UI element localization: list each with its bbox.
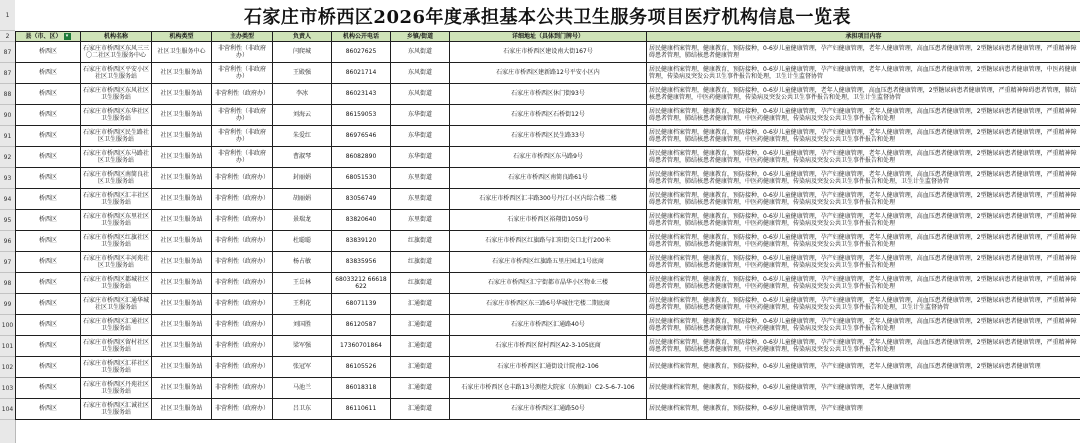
cell-town[interactable]: 汇通街道 <box>391 399 450 420</box>
cell-type[interactable]: 社区卫生服务站 <box>152 189 212 210</box>
cell-type[interactable]: 社区卫生服务站 <box>152 126 212 147</box>
cell-person[interactable]: 刘国胜 <box>273 315 332 336</box>
column-header-county[interactable]: 县（市、区） ▾ <box>16 32 81 42</box>
cell-type[interactable]: 社区卫生服务站 <box>152 63 212 84</box>
cell-town[interactable]: 东华街道 <box>391 126 450 147</box>
cell-items[interactable]: 居民健康档案管理，健康教育，预防接种，0-6岁儿童健康管理，孕产妇健康管理，老年人健康管理，高血压患者健康管理，2型糖尿病患者健康管理，严重精神障碍患者管理，肺结核患者健康管理，中医药健康管理，传染病及突发公共卫生事件报告和处理 <box>647 315 1080 336</box>
row-number[interactable]: 1 <box>0 0 15 31</box>
cell-phone[interactable]: 86976546 <box>332 126 391 147</box>
column-header-phone[interactable]: 机构公开电话 <box>332 32 391 42</box>
cell-town[interactable]: 东里街道 <box>391 168 450 189</box>
cell-person[interactable]: 杨占敏 <box>273 252 332 273</box>
cell-county[interactable]: 桥西区 <box>16 84 81 105</box>
row-number[interactable]: 96 <box>0 231 15 252</box>
table-row <box>16 147 1080 168</box>
cell-type[interactable]: 社区卫生服务站 <box>152 378 212 399</box>
cell-town[interactable]: 东风街道 <box>391 42 450 63</box>
cell-type[interactable]: 社区卫生服务站 <box>152 294 212 315</box>
cell-type[interactable]: 社区卫生服务站 <box>152 252 212 273</box>
table-row <box>16 315 1080 336</box>
cell-person[interactable]: 吕卫东 <box>273 399 332 420</box>
cell-address[interactable]: 石家庄市桥西区留村西区A2-3-105底商 <box>450 336 647 357</box>
cell-name[interactable]: 石家庄市桥西区丰河苑社区卫生服务站 <box>81 252 152 273</box>
cell-type[interactable]: 社区卫生服务站 <box>152 147 212 168</box>
cell-nature[interactable]: 非营利性（政府办） <box>212 252 273 273</box>
cell-address[interactable]: 石家庄市桥西区红旗路与汇阳街交口北行200米 <box>450 231 647 252</box>
cell-name[interactable]: 石家庄市桥西区东里社区卫生服务站 <box>81 210 152 231</box>
cell-items[interactable]: 居民健康档案管理，健康教育，预防接种，0-6岁儿童健康管理，孕产妇健康管理，老年人健康管理，高血压患者健康管理，2型糖尿病患者健康管理，严重精神障碍患者管理，肺结核患者健康管理，中医药健康管理，传染病及突发公共卫生事件报告和处理 <box>647 189 1080 210</box>
cell-items[interactable]: 居民健康档案管理，健康教育，预防接种，0-6岁儿童健康管理，孕产妇健康管理，老年人健康管理，高血压患者健康管理，2型糖尿病患者健康管理，严重精神障碍患者管理，肺结核患者健康管理 <box>647 42 1080 63</box>
cell-phone[interactable]: 83835956 <box>332 252 391 273</box>
table-row <box>16 105 1080 126</box>
cell-phone[interactable]: 68033212 66618622 <box>332 273 391 294</box>
cell-nature[interactable]: 非营利性（政府办） <box>212 273 273 294</box>
cell-person[interactable]: 封丽娟 <box>273 168 332 189</box>
cell-phone[interactable]: 86159053 <box>332 105 391 126</box>
cell-county[interactable]: 桥西区 <box>16 273 81 294</box>
cell-type[interactable]: 社区卫生服务站 <box>152 105 212 126</box>
table-row <box>16 168 1080 189</box>
cell-nature[interactable]: 非营利性（政府办） <box>212 336 273 357</box>
cell-phone[interactable]: 68071139 <box>332 294 391 315</box>
cell-town[interactable]: 汇通街道 <box>391 357 450 378</box>
cell-phone[interactable]: 86110611 <box>332 399 391 420</box>
cell-name[interactable]: 石家庄市桥西区民生路社区卫生服务站 <box>81 126 152 147</box>
cell-type[interactable]: 社区卫生服务站 <box>152 315 212 336</box>
cell-name[interactable]: 石家庄市桥西区南简良社区卫生服务站 <box>81 168 152 189</box>
table-row <box>16 189 1080 210</box>
cell-person[interactable]: 李冰 <box>273 84 332 105</box>
cell-address[interactable]: 石家庄市桥西区裕翔街1059号 <box>450 210 647 231</box>
cell-phone[interactable]: 86082890 <box>332 147 391 168</box>
row-number[interactable]: 87 <box>0 42 15 63</box>
cell-nature[interactable]: 非营利性（政府办） <box>212 168 273 189</box>
cell-phone[interactable]: 86105526 <box>332 357 391 378</box>
cell-items[interactable]: 居民健康档案管理，健康教育，预防接种，0-6岁儿童健康管理，老年人健康管理，高血压患者健康管理，2型糖尿病患者健康管理，严重精神障碍患者管理，肺结核患者健康管理，中医药健康管理，传染病及突发公共卫生事件报告和处理，卫生计生监督协管 <box>647 84 1080 105</box>
row-number[interactable]: 97 <box>0 252 15 273</box>
table-row <box>16 63 1080 84</box>
cell-name[interactable]: 石家庄市桥西区汇丰社区卫生服务站 <box>81 189 152 210</box>
cell-county[interactable]: 桥西区 <box>16 315 81 336</box>
cell-person[interactable]: 刘海云 <box>273 105 332 126</box>
cell-type[interactable]: 社区卫生服务站 <box>152 399 212 420</box>
row-number[interactable]: 98 <box>0 273 15 294</box>
cell-county[interactable]: 桥西区 <box>16 42 81 63</box>
cell-address[interactable]: 石家庄市桥西区休门街93号 <box>450 84 647 105</box>
cell-nature[interactable]: 非营利性（政府办） <box>212 231 273 252</box>
cell-county[interactable]: 桥西区 <box>16 189 81 210</box>
cell-county[interactable]: 桥西区 <box>16 168 81 189</box>
cell-name[interactable]: 石家庄市桥西区留村社区卫生服务站 <box>81 336 152 357</box>
cell-name[interactable]: 石家庄市桥西区东风三三〇二社区卫生服务中心 <box>81 42 152 63</box>
cell-county[interactable]: 桥西区 <box>16 357 81 378</box>
cell-address[interactable]: 石家庄市桥西区东三路6号华城住宅楼二期底商 <box>450 294 647 315</box>
table-row <box>16 294 1080 315</box>
cell-nature[interactable]: 非营利性（非政府办） <box>212 63 273 84</box>
cell-phone[interactable]: 86023143 <box>332 84 391 105</box>
column-header-town[interactable]: 乡镇/街道 <box>391 32 450 42</box>
cell-phone[interactable]: 83056749 <box>332 189 391 210</box>
cell-county[interactable]: 桥西区 <box>16 231 81 252</box>
cell-address[interactable]: 石家庄市桥西区建新路12号平安小区内 <box>450 63 647 84</box>
cell-items[interactable]: 居民健康档案管理，健康教育，预防接种，0-6岁儿童健康管理，孕产妇健康管理，老年人健康管理，高血压患者健康管理，2型糖尿病患者健康管理 <box>647 357 1080 378</box>
column-header-nature[interactable]: 主办类型 <box>212 32 273 42</box>
cell-town[interactable]: 汇通街道 <box>391 315 450 336</box>
cell-county[interactable]: 桥西区 <box>16 399 81 420</box>
cell-phone[interactable]: 83820640 <box>332 210 391 231</box>
cell-items[interactable]: 居民健康档案管理，健康教育，预防接种，0-6岁儿童健康管理，孕产妇健康管理，老年人健康管理，高血压患者健康管理，2型糖尿病患者健康管理，严重精神障碍患者管理，肺结核患者健康管理，中医药健康管理，传染病及突发公共卫生事件报告和处理，卫生计生监督协管 <box>647 294 1080 315</box>
cell-nature[interactable]: 非营利性（政府办） <box>212 378 273 399</box>
data-table <box>15 31 1080 420</box>
column-header-person[interactable]: 负责人 <box>273 32 332 42</box>
row-number[interactable]: 87 <box>0 63 15 84</box>
row-number[interactable]: 102 <box>0 357 15 378</box>
cell-county[interactable]: 桥西区 <box>16 126 81 147</box>
cell-nature[interactable]: 非营利性（非政府办） <box>212 126 273 147</box>
cell-address[interactable]: 石家庄市桥西区民生路33号 <box>450 126 647 147</box>
row-number[interactable]: 95 <box>0 210 15 231</box>
cell-nature[interactable]: 非营利性（政府办） <box>212 210 273 231</box>
row-number[interactable]: 103 <box>0 378 15 399</box>
cell-phone[interactable]: 86021714 <box>332 63 391 84</box>
table-row <box>16 378 1080 399</box>
table-row <box>16 336 1080 357</box>
cell-person[interactable]: 王岳林 <box>273 273 332 294</box>
cell-nature[interactable]: 非营利性（政府办） <box>212 294 273 315</box>
header-row <box>16 32 1080 42</box>
table-row <box>16 273 1080 294</box>
cell-county[interactable]: 桥西区 <box>16 378 81 399</box>
cell-nature[interactable]: 非营利性（政府办） <box>212 189 273 210</box>
cell-items[interactable]: 居民健康档案管理，健康教育，预防接种，0-6岁儿童健康管理，孕产妇健康管理 <box>647 399 1080 420</box>
cell-items[interactable]: 居民健康档案管理，健康教育，预防接种，0-6岁儿童健康管理，孕产妇健康管理，老年人健康管理，高血压患者健康管理，2型糖尿病患者健康管理，严重精神障碍患者管理，肺结核患者健康管理，中医药健康管理，传染病及突发公共卫生事件报告和处理 <box>647 336 1080 357</box>
cell-nature[interactable]: 非营利性（政府办） <box>212 84 273 105</box>
row-number[interactable]: 93 <box>0 168 15 189</box>
cell-person[interactable]: 景瑞龙 <box>273 210 332 231</box>
cell-items[interactable]: 居民健康档案管理，健康教育，预防接种，0-6岁儿童健康管理，孕产妇健康管理，老年人健康管理，高血压患者健康管理，2型糖尿病患者健康管理，严重精神障碍患者管理，肺结核患者健康管理，中医药健康管理，传染病及突发公共卫生事件报告和处理 <box>647 105 1080 126</box>
column-header-address[interactable]: 详细地址（具体到门牌号） <box>450 32 647 42</box>
cell-nature[interactable]: 非营利性（非政府办） <box>212 147 273 168</box>
cell-person[interactable]: 马池兰 <box>273 378 332 399</box>
table-row <box>16 357 1080 378</box>
table-row <box>16 84 1080 105</box>
cell-phone[interactable]: 83839120 <box>332 231 391 252</box>
cell-town[interactable]: 东里街道 <box>391 189 450 210</box>
cell-address[interactable]: 石家庄市桥西区仓丰路13号测控大院家（东侧面）C2-5-6-7-106 <box>450 378 647 399</box>
cell-town[interactable]: 汇通街道 <box>391 378 450 399</box>
row-number[interactable]: 2 <box>0 31 15 42</box>
cell-county[interactable]: 桥西区 <box>16 147 81 168</box>
table-row <box>16 126 1080 147</box>
cell-items[interactable]: 居民健康档案管理，健康教育，预防接种，0-6岁儿童健康管理，孕产妇健康管理，老年人健康管理，高血压患者健康管理，2型糖尿病患者健康管理，严重精神障碍患者管理，肺结核患者健康管理，中医药健康管理，传染病及突发公共卫生事件报告和处理 <box>647 252 1080 273</box>
cell-address[interactable]: 石家庄市桥西区建设南大街167号 <box>450 42 647 63</box>
cell-address[interactable]: 石家庄市桥西区汇通路50号 <box>450 399 647 420</box>
cell-type[interactable]: 社区卫生服务站 <box>152 168 212 189</box>
cell-address[interactable]: 石家庄市桥西区东马路9号 <box>450 147 647 168</box>
cell-person[interactable]: 曹淑琴 <box>273 147 332 168</box>
table-body <box>16 42 1080 420</box>
cell-items[interactable]: 居民健康档案管理，健康教育，预防接种，0-6岁儿童健康管理，孕产妇健康管理，老年人健康管理，高血压患者健康管理，2型糖尿病患者健康管理，严重精神障碍患者管理，肺结核患者健康管理，中医药健康管理，传染病及突发公共卫生事件报告和处理 <box>647 126 1080 147</box>
cell-town[interactable]: 红旗街道 <box>391 231 450 252</box>
cell-person[interactable]: 闫爬城 <box>273 42 332 63</box>
cell-address[interactable]: 石家庄市桥西区汇通路40号 <box>450 315 647 336</box>
cell-items[interactable]: 居民健康档案管理，健康教育，预防接种，0-6岁儿童健康管理，孕产妇健康管理，老年人健康管理，高血压患者健康管理，2型糖尿病患者健康管理，严重精神障碍患者管理，肺结核患者健康管理，中医药健康管理，传染病及突发公共卫生事件报告和处理 <box>647 231 1080 252</box>
cell-nature[interactable]: 非营利性（非政府办） <box>212 105 273 126</box>
table-row <box>16 231 1080 252</box>
cell-county[interactable]: 桥西区 <box>16 105 81 126</box>
cell-town[interactable]: 汇通街道 <box>391 294 450 315</box>
cell-phone[interactable]: 86120587 <box>332 315 391 336</box>
cell-address[interactable]: 石家庄市桥西区汇宁街都市晶华小区物业三楼 <box>450 273 647 294</box>
cell-phone[interactable]: 86018318 <box>332 378 391 399</box>
cell-county[interactable]: 桥西区 <box>16 336 81 357</box>
cell-address[interactable]: 石家庄市桥西区红旗路五里庄园北1号底商 <box>450 252 647 273</box>
cell-name[interactable]: 石家庄市桥西区汇诚社区卫生服务站 <box>81 399 152 420</box>
row-number[interactable]: 91 <box>0 126 15 147</box>
cell-person[interactable]: 王利花 <box>273 294 332 315</box>
cell-name[interactable]: 石家庄市桥西区平安小区社区卫生服务站 <box>81 63 152 84</box>
column-header-items[interactable]: 承担项目内容 <box>647 32 1080 42</box>
page-title: 石家庄市桥西区2026年度承担基本公共卫生服务项目医疗机构信息一览表 <box>243 7 852 28</box>
cell-name[interactable]: 石家庄市桥西区丹苑社区卫生服务站 <box>81 378 152 399</box>
cell-name[interactable]: 石家庄市桥西区都城社区卫生服务站 <box>81 273 152 294</box>
table-row <box>16 210 1080 231</box>
title-row <box>15 0 1080 32</box>
cell-name[interactable]: 石家庄市桥西区东马路社区卫生服务站 <box>81 147 152 168</box>
cell-type[interactable]: 社区卫生服务站 <box>152 273 212 294</box>
cell-county[interactable]: 桥西区 <box>16 210 81 231</box>
row-number[interactable]: 94 <box>0 189 15 210</box>
cell-county[interactable]: 桥西区 <box>16 294 81 315</box>
row-number[interactable]: 92 <box>0 147 15 168</box>
cell-town[interactable]: 东华街道 <box>391 147 450 168</box>
cell-items[interactable]: 居民健康档案管理，健康教育，预防接种，0-6岁儿童健康管理，孕产妇健康管理，老年人健康管理 <box>647 378 1080 399</box>
cell-county[interactable]: 桥西区 <box>16 63 81 84</box>
cell-items[interactable]: 居民健康档案管理，健康教育，预防接种，0-6岁儿童健康管理，孕产妇健康管理，老年人健康管理，高血压患者健康管理，2型糖尿病患者健康管理，中医药健康管理，传染病及突发公共卫生事件报告和处理，卫生计生监督协管 <box>647 63 1080 84</box>
cell-address[interactable]: 石家庄市桥西区汇丰路300号丹江小区内综合楼二楼 <box>450 189 647 210</box>
cell-person[interactable]: 梁军强 <box>273 336 332 357</box>
table-row <box>16 252 1080 273</box>
cell-address[interactable]: 石家庄市桥西区汇通街设计院南2-106 <box>450 357 647 378</box>
cell-type[interactable]: 社区卫生服务站 <box>152 84 212 105</box>
table-row <box>16 42 1080 63</box>
cell-phone[interactable]: 68051530 <box>332 168 391 189</box>
cell-name[interactable]: 石家庄市桥西区汇通华城社区卫生服务站 <box>81 294 152 315</box>
cell-type[interactable]: 社区卫生服务站 <box>152 210 212 231</box>
cell-items[interactable]: 居民健康档案管理，健康教育，预防接种，0-6岁儿童健康管理，孕产妇健康管理，老年人健康管理，高血压患者健康管理，2型糖尿病患者健康管理，严重精神障碍患者管理，肺结核患者健康管理，中医药健康管理，传染病及突发公共卫生事件报告和处理 <box>647 147 1080 168</box>
cell-items[interactable]: 居民健康档案管理，健康教育，预防接种，0-6岁儿童健康管理，孕产妇健康管理，老年人健康管理，高血压患者健康管理，2型糖尿病患者健康管理，严重精神障碍患者管理，肺结核患者健康管理，中医药健康管理，传染病及突发公共卫生事件报告和处理 <box>647 210 1080 231</box>
cell-address[interactable]: 石家庄市桥西区南简良路61号 <box>450 168 647 189</box>
cell-type[interactable]: 社区卫生服务站 <box>152 336 212 357</box>
row-number[interactable]: 99 <box>0 294 15 315</box>
cell-nature[interactable]: 非营利性（政府办） <box>212 399 273 420</box>
cell-town[interactable]: 红旗街道 <box>391 252 450 273</box>
cell-county[interactable]: 桥西区 <box>16 252 81 273</box>
cell-name[interactable]: 石家庄市桥西区汇通社区卫生服务站 <box>81 315 152 336</box>
cell-name[interactable]: 石家庄市桥西区东华社区卫生服务站 <box>81 105 152 126</box>
row-number[interactable]: 88 <box>0 84 15 105</box>
cell-town[interactable]: 东里街道 <box>391 210 450 231</box>
cell-town[interactable]: 东华街道 <box>391 105 450 126</box>
cell-type[interactable]: 社区卫生服务站 <box>152 357 212 378</box>
row-number[interactable]: 104 <box>0 399 15 420</box>
cell-items[interactable]: 居民健康档案管理，健康教育，预防接种，0-6岁儿童健康管理，孕产妇健康管理，老年人健康管理，高血压患者健康管理，2型糖尿病患者健康管理，严重精神障碍患者管理，肺结核患者健康管理，中医药健康管理，传染病及突发公共卫生事件报告和处理，卫生计生监督协管 <box>647 168 1080 189</box>
cell-town[interactable]: 东风街道 <box>391 63 450 84</box>
cell-person[interactable]: 杜聪聪 <box>273 231 332 252</box>
cell-town[interactable]: 汇通街道 <box>391 336 450 357</box>
cell-person[interactable]: 朱爱红 <box>273 126 332 147</box>
cell-type[interactable]: 社区卫生服务站 <box>152 231 212 252</box>
cell-nature[interactable]: 非营利性（非政府办） <box>212 42 273 63</box>
column-header-type[interactable]: 机构类型 <box>152 32 212 42</box>
filter-icon[interactable]: ▾ <box>64 33 71 40</box>
table-row <box>16 399 1080 420</box>
cell-town[interactable]: 红旗街道 <box>391 273 450 294</box>
cell-name[interactable]: 石家庄市桥西区汇祥社区卫生服务站 <box>81 357 152 378</box>
cell-items[interactable]: 居民健康档案管理，健康教育，预防接种，0-6岁儿童健康管理，孕产妇健康管理，老年人健康管理，高血压患者健康管理，2型糖尿病患者健康管理，严重精神障碍患者管理，肺结核患者健康管理，中医药健康管理，传染病及突发公共卫生事件报告和处理 <box>647 273 1080 294</box>
cell-type[interactable]: 社区卫生服务中心 <box>152 42 212 63</box>
cell-town[interactable]: 东风街道 <box>391 84 450 105</box>
row-number[interactable]: 101 <box>0 336 15 357</box>
cell-phone[interactable]: 17360701864 <box>332 336 391 357</box>
cell-phone[interactable]: 86027625 <box>332 42 391 63</box>
cell-name[interactable]: 石家庄市桥西区东风社区卫生服务站 <box>81 84 152 105</box>
cell-person[interactable]: 王殿强 <box>273 63 332 84</box>
cell-name[interactable]: 石家庄市桥西区红旗社区卫生服务站 <box>81 231 152 252</box>
cell-nature[interactable]: 非营利性（政府办） <box>212 357 273 378</box>
cell-person[interactable]: 张冠军 <box>273 357 332 378</box>
cell-person[interactable]: 胡丽娟 <box>273 189 332 210</box>
column-header-name[interactable]: 机构名称 <box>81 32 152 42</box>
row-number[interactable]: 100 <box>0 315 15 336</box>
row-number[interactable]: 90 <box>0 105 15 126</box>
cell-nature[interactable]: 非营利性（政府办） <box>212 315 273 336</box>
cell-address[interactable]: 石家庄市桥西区石桥街12号 <box>450 105 647 126</box>
